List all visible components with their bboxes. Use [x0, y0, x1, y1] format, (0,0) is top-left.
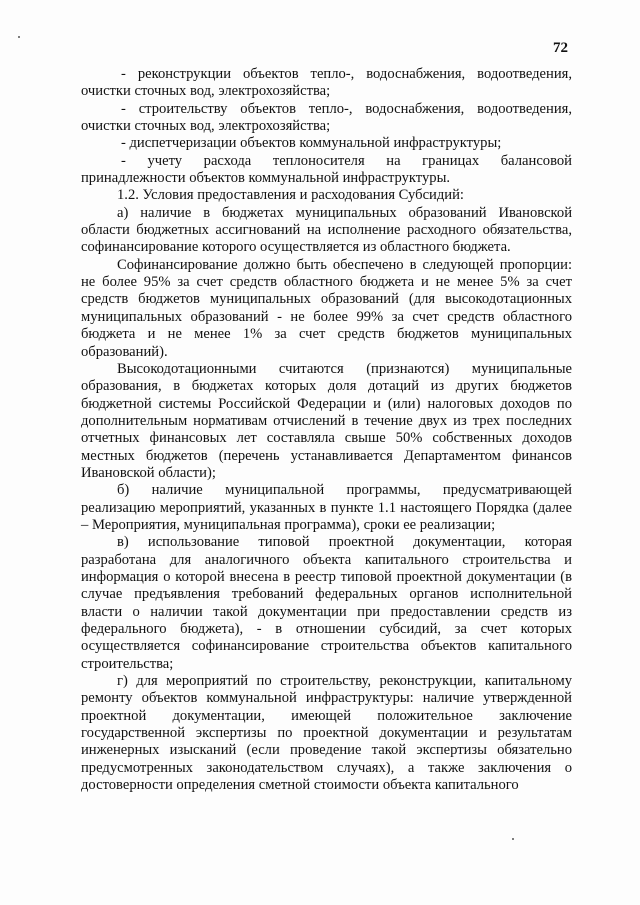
- paragraph-cofinancing: Софинансирование должно быть обеспечено в следующей пропорции: не более 95% за счет средств областного бюджета и не менее 5% за счет средств бюджетов муниципальных образований (для высокодотационных муниципальных образований - не более 99% за счет средств областного бюджета и не менее 1% за счет средств бюджетов муниципальных образований).: [81, 256, 572, 360]
- scan-speck: [18, 36, 20, 38]
- section-heading-1-2: 1.2. Условия предоставления и расходования Субсидий:: [117, 187, 464, 204]
- paragraph-condition-v: в) использование типовой проектной документации, которая разработана для аналогичного объекта капитального строительства и информация о которой внесена в реестр типовой проектной документации (в случае предъявления требований федеральных органов исполнительной власти о наличии такой документации при предоставлении средств из федерального бюджета), - в отношении субсидий, за счет которых осуществляется софинансирование строительства объектов капитального строительства;: [81, 534, 572, 672]
- paragraph-condition-b: б) наличие муниципальной программы, предусматривающей реализацию мероприятий, указанных в пункте 1.1 настоящего Порядка (далее – Мероприятия, муниципальная программа), сроки ее реализации;: [81, 482, 572, 533]
- paragraph-construction: - строительству объектов тепло-, водоснабжения, водоотведения, очистки сточных вод, электрохозяйства;: [81, 100, 572, 135]
- paragraph-condition-g: г) для мероприятий по строительству, реконструкции, капитальному ремонту объектов коммунальной инфраструктуры: наличие утвержденной проектной документации, имеющей положительное заключение государственной экспертизы по проектной документации и результатам инженерных изысканий (если проведение такой экспертизы обязательно предусмотренных законодательством случаях), а также заключения о достоверности определения сметной стоимости объекта капитального: [81, 673, 572, 794]
- page-number: 72: [553, 40, 568, 56]
- document-body: [81, 66, 572, 794]
- paragraph-high-subsidy: Высокодотационными считаются (признаются) муниципальные образования, в бюджетах которых доля дотаций из других бюджетов бюджетной системы Российской Федерации и (или) налоговых доходов по дополнительным нормативам отчислений в течение двух из трех последних отчетных финансовых лет составляла свыше 50% собственных доходов местных бюджетов (перечень устанавливается Департаментом финансов Ивановской области);: [81, 360, 572, 481]
- paragraph-condition-a: а) наличие в бюджетах муниципальных образований Ивановской области бюджетных ассигнований на исполнение расходного обязательства, софинансирование которого осуществляется из областного бюджета.: [81, 204, 572, 256]
- paragraph-dispatching: - диспетчеризации объектов коммунальной инфраструктуры;: [121, 135, 502, 152]
- paragraph-reconstruction: - реконструкции объектов тепло-, водоснабжения, водоотведения, очистки сточных вод, электрохозяйства;: [81, 66, 572, 100]
- paragraph-metering: - учету расхода теплоносителя на границах балансовой принадлежности объектов коммунальной инфраструктуры.: [81, 152, 572, 187]
- scan-speck: [512, 838, 514, 840]
